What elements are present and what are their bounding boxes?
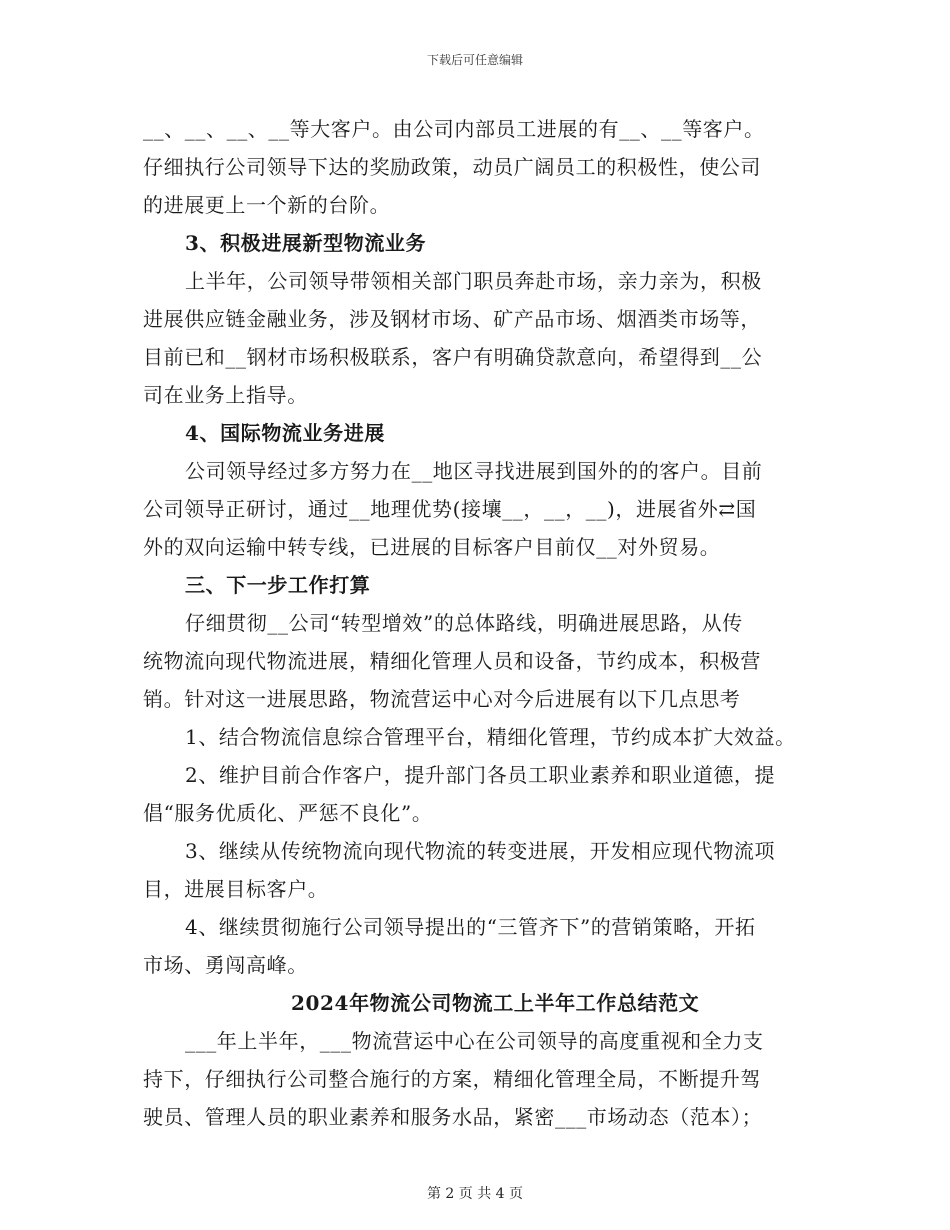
paragraph-line: ___年上半年，___物流营运中心在公司领导的高度重视和全力支 bbox=[185, 1029, 764, 1053]
page-header: 下载后可任意编辑 bbox=[426, 53, 523, 67]
paragraph-line: 仔细执行公司领导下达的奖励政策，动员广阔员工的积极性，使公司 bbox=[143, 155, 761, 179]
section-heading: 三、下一步工作打算 bbox=[185, 573, 371, 597]
document-body bbox=[143, 110, 813, 1136]
section-heading: 3、积极进展新型物流业务 bbox=[185, 231, 427, 255]
paragraph-line: 仔细贯彻__公司“转型增效”的总体路线，明确进展思路，从传 bbox=[185, 611, 743, 635]
paragraph-line: 销。针对这一进展思路，物流营运中心对今后进展有以下几点思考 bbox=[143, 687, 741, 711]
paragraph-line: 倡“服务优质化、严惩不良化”。 bbox=[143, 801, 433, 825]
paragraph-line: __、__、__、__等大客户。由公司内部员工进展的有__、__等客户。 bbox=[143, 117, 765, 141]
paragraph-line: 公司领导经过多方努力在__地区寻找进展到国外的的客户。目前 bbox=[185, 459, 763, 483]
paragraph-line: 上半年，公司领导带领相关部门职员奔赴市场，亲力亲为，积极 bbox=[185, 269, 762, 293]
paragraph-line: 持下，仔细执行公司整合施行的方案，精细化管理全局，不断提升驾 bbox=[143, 1067, 761, 1091]
list-item: 3、继续从传统物流向现代物流的转变进展，开发相应现代物流项 bbox=[185, 839, 776, 863]
document-title: 2024年物流公司物流工上半年工作总结范文 bbox=[291, 991, 700, 1015]
paragraph-line: 目前已和__钢材市场积极联系，客户有明确贷款意向，希望得到__公 bbox=[143, 345, 763, 369]
paragraph-line: 统物流向现代物流进展，精细化管理人员和设备，节约成本，积极营 bbox=[143, 649, 761, 673]
paragraph-line: 进展供应链金融业务，涉及钢材市场、矿产品市场、烟酒类市场等， bbox=[143, 307, 761, 331]
paragraph-line: 目，进展目标客户。 bbox=[143, 877, 329, 901]
section-heading: 4、国际物流业务进展 bbox=[185, 421, 385, 445]
list-item: 4、继续贯彻施行公司领导提出的“三管齐下”的营销策略，开拓 bbox=[185, 915, 756, 939]
paragraph-line: 市场、勇闯高峰。 bbox=[143, 953, 308, 977]
paragraph-line: 司在业务上指导。 bbox=[143, 383, 308, 407]
paragraph-line: 外的双向运输中转专线，已进展的目标客户目前仅__对外贸易。 bbox=[143, 535, 721, 559]
paragraph-line: 的进展更上一个新的台阶。 bbox=[143, 193, 391, 217]
list-item: 2、维护目前合作客户，提升部门各员工职业素养和职业道德，提 bbox=[185, 763, 776, 787]
paragraph-line: 公司领导正研讨，通过__地理优势(接壤__，__，__)，进展省外⇄国 bbox=[143, 497, 757, 521]
list-item: 1、结合物流信息综合管理平台，精细化管理，节约成本扩大效益。 bbox=[185, 725, 796, 749]
paragraph-line: 驶员、管理人员的职业素养和服务水品，紧密___市场动态（范本）； bbox=[143, 1105, 763, 1129]
page-footer: 第 2 页 共 4 页 bbox=[426, 1186, 524, 1202]
